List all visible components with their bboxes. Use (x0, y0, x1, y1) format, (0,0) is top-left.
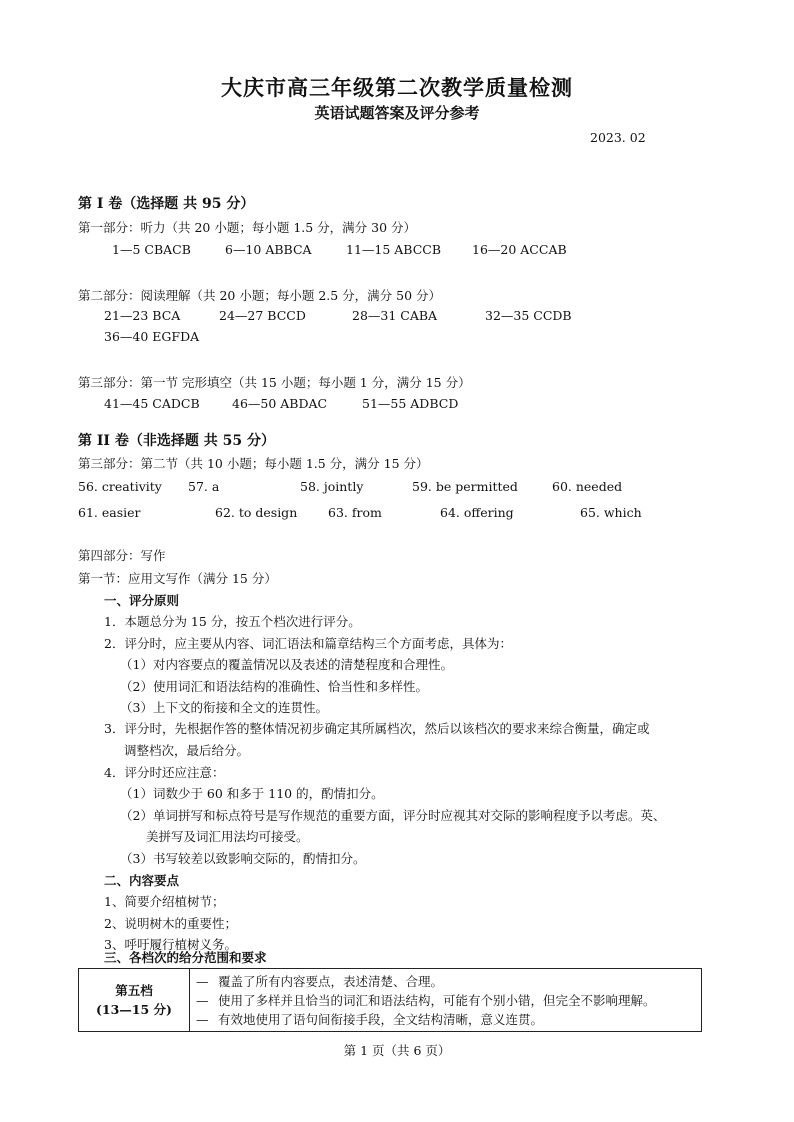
fill-answer: 59. be permitted (412, 479, 518, 494)
part3-heading: 第三部分：第一节 完形填空（共 15 小题；每小题 1 分，满分 15 分） (78, 375, 471, 390)
answer-group: 6—10 ABBCA (225, 242, 312, 257)
answer-group: 36—40 EGFDA (104, 329, 200, 344)
part4-heading: 第四部分：写作 (78, 548, 166, 563)
grade-description: — 使用了多样并且恰当的词汇和语法结构，可能有个别小错，但完全不影响理解。 (196, 992, 656, 1008)
answer-group: 41—45 CADCB (104, 396, 200, 411)
exam-date: 2023. 02 (590, 130, 646, 145)
rule-subitem: （3）上下文的衔接和全文的连贯性。 (120, 700, 328, 715)
rule-subitem: （3）书写较差以致影响交际的，酌情扣分。 (120, 851, 366, 866)
fill-answer: 58. jointly (300, 479, 364, 494)
rule-item: 4．评分时还应注意： (104, 765, 225, 780)
dash-bullet: — (196, 992, 209, 1008)
fill-answer: 63. from (328, 505, 382, 520)
volume1-heading: 第 I 卷（选择题 共 95 分） (78, 196, 255, 212)
fill-answer: 62. to design (215, 505, 298, 520)
answer-group: 32—35 CCDB (485, 308, 572, 323)
part2-heading: 第二部分：阅读理解（共 20 小题；每小题 2.5 分，满分 50 分） (78, 288, 442, 303)
page-footer: 第 1 页（共 6 页） (343, 1043, 451, 1058)
answer-group: 16—20 ACCAB (472, 242, 567, 257)
volume2-heading: 第 II 卷（非选择题 共 55 分） (78, 433, 275, 449)
fill-answer: 56. creativity (78, 479, 162, 494)
dash-bullet: — (196, 973, 209, 989)
fill-answer: 61. easier (78, 505, 141, 520)
fill-answer: 57. a (188, 479, 220, 494)
answer-group: 51—55 ADBCD (362, 396, 459, 411)
rule-subitem: （1）对内容要点的覆盖情况以及表述的清楚程度和合理性。 (120, 657, 453, 672)
fill-answer: 60. needed (552, 479, 623, 494)
content-item: 2、说明树木的重要性； (104, 916, 237, 931)
section1-heading: 第一节：应用文写作（满分 15 分） (78, 571, 277, 586)
fill-answer: 64. offering (440, 505, 514, 520)
rule-item: 3．评分时，先根据作答的整体情况初步确定其所属档次，然后以该档次的要求来综合衡量，确定或 (104, 721, 650, 736)
answer-group: 1—5 CBACB (112, 242, 191, 257)
rule-item-continued: 调整档次，最后给分。 (124, 743, 250, 758)
answer-group: 21—23 BCA (104, 308, 181, 323)
rule-subitem-continued: 美拼写及词汇用法均可接受。 (146, 829, 309, 844)
answer-group: 46—50 ABDAC (232, 396, 328, 411)
answer-group: 11—15 ABCCB (346, 242, 442, 257)
answer-group: 28—31 CABA (352, 308, 438, 323)
grade-description: — 有效地使用了语句间衔接手段，全文结构清晰，意义连贯。 (196, 1011, 544, 1027)
content-item: 3、呼吁履行植树义务。 (104, 937, 237, 952)
grade-cell (79, 969, 190, 1032)
grade-description: — 覆盖了所有内容要点，表述清楚、合理。 (196, 973, 444, 989)
grade-range: (13—15 分) (96, 1002, 172, 1017)
exam-subtitle: 英语试题答案及评分参考 (314, 104, 480, 122)
rule-item: 2．评分时，应主要从内容、词汇语法和篇章结构三个方面考虑，具体为： (104, 636, 512, 651)
exam-title: 大庆市高三年级第二次教学质量检测 (221, 76, 573, 100)
rule-subitem: （2）使用词汇和语法结构的准确性、恰当性和多样性。 (120, 679, 428, 694)
grade-description-cell (190, 969, 702, 1032)
grades-heading: 三、各档次的给分范围和要求 (104, 950, 267, 965)
grade-name: 第五档 (115, 983, 153, 998)
dash-bullet: — (196, 1011, 209, 1027)
grade-table (78, 968, 702, 1032)
table-row (79, 969, 702, 1032)
fill-answer: 65. which (580, 505, 642, 520)
rule-subitem: （2）单词拼写和标点符号是写作规范的重要方面，评分时应视其对交际的影响程度予以考虑。英、 (120, 808, 666, 823)
content-item: 1、简要介绍植树节； (104, 894, 225, 909)
rule-item: 1．本题总分为 15 分，按五个档次进行评分。 (104, 614, 361, 629)
principles-heading: 一、评分原则 (104, 593, 180, 608)
part3s2-heading: 第三部分：第二节（共 10 小题；每小题 1.5 分，满分 15 分） (78, 456, 429, 471)
answer-group: 24—27 BCCD (219, 308, 306, 323)
part1-heading: 第一部分：听力（共 20 小题；每小题 1.5 分，满分 30 分） (78, 220, 417, 235)
rule-subitem: （1）词数少于 60 和多于 110 的，酌情扣分。 (120, 786, 384, 801)
content-heading: 二、内容要点 (104, 873, 180, 888)
